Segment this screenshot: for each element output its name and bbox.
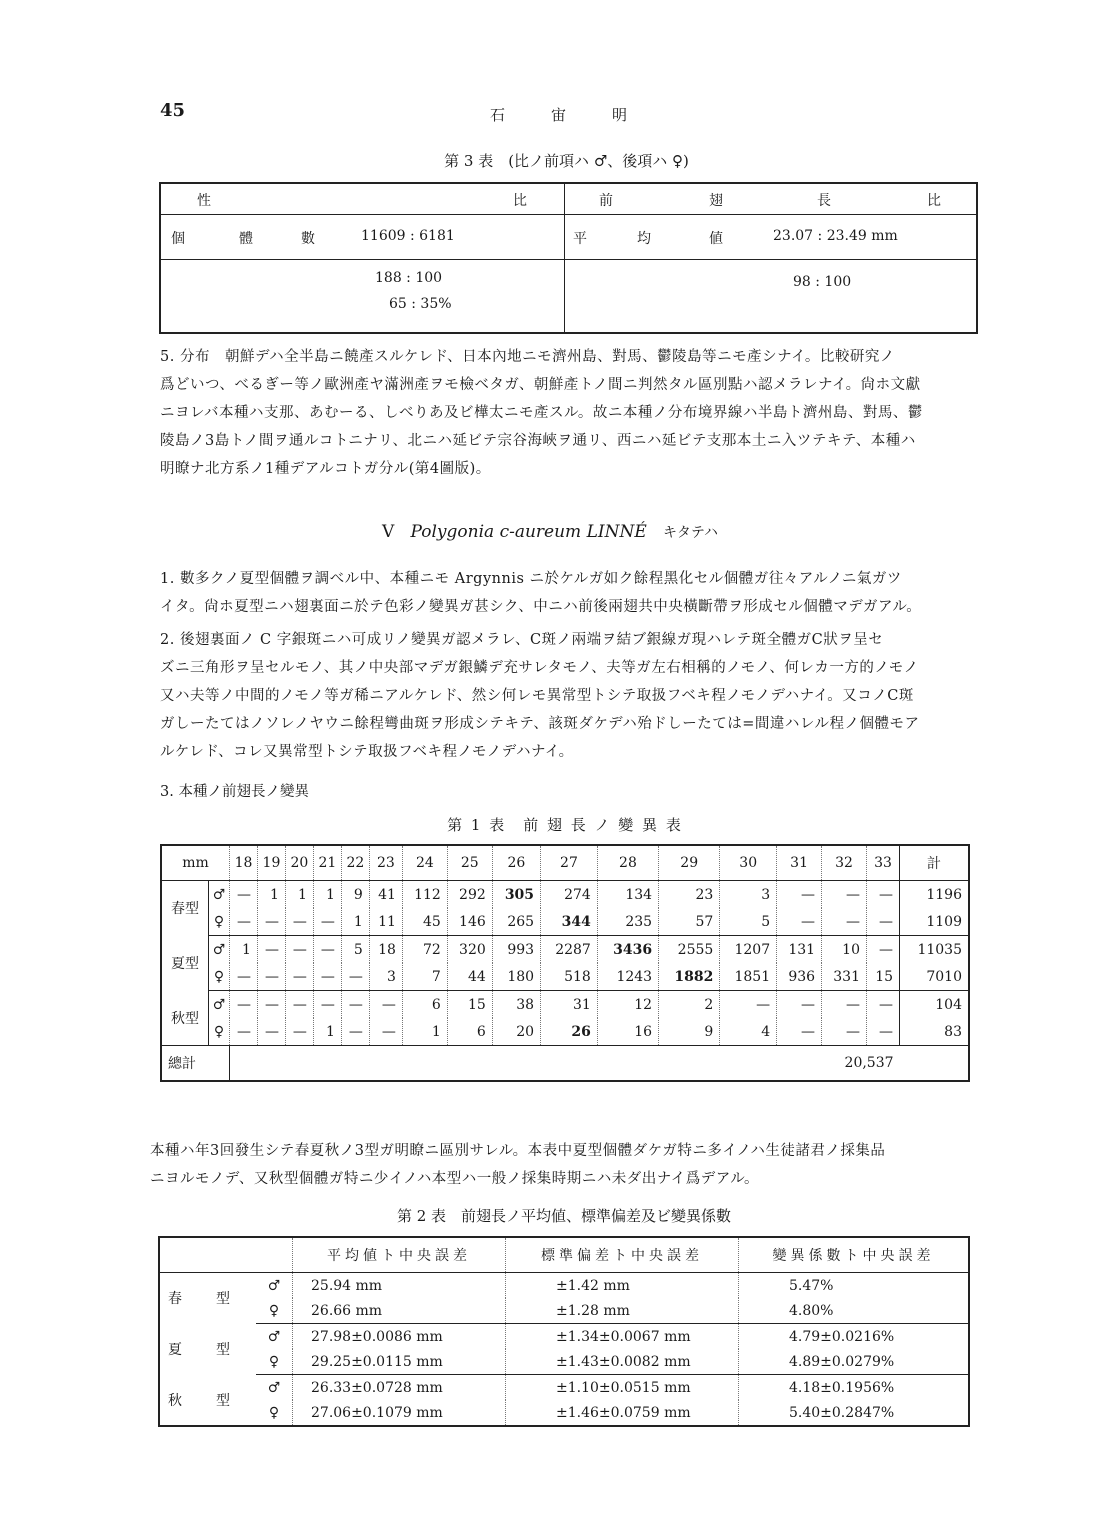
- table1-cell: 134: [597, 881, 658, 909]
- table2-cv: 4.18±0.1956%: [739, 1375, 970, 1401]
- table3-fw-title-2: 翅: [709, 193, 723, 209]
- table2-sex: ♀: [256, 1349, 293, 1375]
- paragraph-1: [160, 565, 990, 621]
- table1-header-cell: 19: [257, 845, 285, 881]
- table1-cell: 1: [402, 1018, 447, 1046]
- table1-row: [161, 881, 969, 909]
- table1-header-cell: 32: [822, 845, 867, 881]
- table1-cell: 3: [369, 963, 402, 991]
- table1-header-cell: 30: [720, 845, 777, 881]
- table1-cell: 1851: [720, 963, 777, 991]
- table3-count-value: 11609 : 6181: [361, 228, 455, 244]
- table1-cell: —: [866, 881, 899, 909]
- table1-sex: ♀: [209, 1018, 230, 1046]
- table1-row-total: 83: [900, 1018, 969, 1046]
- table1-cell: 1: [313, 1018, 341, 1046]
- table3-ratio-forewing: 98 : 100: [793, 274, 852, 290]
- table1-cell: 2: [659, 991, 720, 1019]
- table1-header-cell: 22: [341, 845, 369, 881]
- table1-cell: —: [777, 908, 822, 936]
- paragraph-after-table1: [150, 1137, 990, 1193]
- text-line: ズニ三角形ヲ呈セルモノ、其ノ中央部マデガ銀鱗デ充サレタモノ、夫等ガ左右相稱的ノモノ、何レカ一方的ノモノ: [160, 660, 919, 676]
- table1-cell: 180: [492, 963, 540, 991]
- table2-row: [159, 1400, 969, 1426]
- table1-cell: —: [257, 908, 285, 936]
- table1-header-cell: 27: [541, 845, 598, 881]
- table1-sex: ♂: [209, 881, 230, 909]
- table1-cell: 1207: [720, 936, 777, 964]
- table1-cell: 305: [492, 881, 540, 909]
- table1-header-row: [161, 845, 969, 881]
- table1-cell: 146: [447, 908, 492, 936]
- table1-cell: —: [777, 1018, 822, 1046]
- table2-sex: ♂: [267, 1379, 281, 1396]
- table1-cell: —: [866, 936, 899, 964]
- table1-cell: —: [341, 1018, 369, 1046]
- table2-header-cell: 平均値ト中央誤差: [293, 1237, 506, 1273]
- table1-cell: 9: [659, 1018, 720, 1046]
- table1-cell: 936: [777, 963, 822, 991]
- table1-cell: —: [720, 991, 777, 1019]
- table1-cell: —: [230, 1018, 258, 1046]
- table2-mean: 29.25±0.0115 mm: [293, 1349, 506, 1375]
- table1-cell: —: [341, 991, 369, 1019]
- table2-cv: 4.89±0.0279%: [739, 1349, 970, 1375]
- table1-cell: —: [285, 936, 313, 964]
- table1-header-cell: 23: [369, 845, 402, 881]
- table1-cell: —: [257, 963, 285, 991]
- text-line: ルケレド、コレ又異常型トシテ取扱フベキ程ノモノデハナイ。: [160, 744, 574, 760]
- table3-count-label-2: 體: [239, 231, 253, 247]
- table1-cell: 72: [402, 936, 447, 964]
- table1: [160, 844, 970, 1082]
- table1-cell: —: [866, 991, 899, 1019]
- table2-cv: 5.40±0.2847%: [739, 1400, 970, 1426]
- table1-season: 夏型: [171, 956, 199, 972]
- table2-cv: 4.79±0.0216%: [739, 1324, 970, 1350]
- table2-row: [159, 1273, 969, 1299]
- table1-grand-label: 總計: [161, 1046, 230, 1082]
- table1-cell: —: [341, 963, 369, 991]
- table2-header-cell: 標準偏差ト中央誤差: [506, 1237, 739, 1273]
- table1-cell: —: [257, 936, 285, 964]
- table1-cell: 1: [313, 881, 341, 909]
- table1-cell: —: [369, 991, 402, 1019]
- table3-fw-title-3: 長: [817, 193, 831, 209]
- table1-row-total: 7010: [900, 963, 969, 991]
- table1-cell: —: [230, 908, 258, 936]
- table2-sd: ±1.34±0.0067 mm: [506, 1324, 739, 1350]
- table2-header-cell: 變異係數ト中央誤差: [739, 1237, 970, 1273]
- table1-cell: —: [313, 936, 341, 964]
- table1-cell: 265: [492, 908, 540, 936]
- running-author: 石宙明: [490, 106, 674, 124]
- table1-cell: —: [230, 991, 258, 1019]
- table1-row: [161, 1018, 969, 1046]
- table2-cv: 5.47%: [739, 1273, 970, 1299]
- table2-sd: ±1.10±0.0515 mm: [506, 1375, 739, 1401]
- table1-cell: 5: [341, 936, 369, 964]
- section-jp-name: キタテハ: [662, 525, 718, 541]
- text-line: ニヨレバ本種ハ支那、あむーる、しべりあ及ビ樺太ニモ產スル。故ニ本種ノ分布境界線ハ半島ト濟州島、對馬、鬱: [160, 405, 923, 421]
- text-line: 陵島ノ3島トノ間ヲ通ルコトニナリ、北ニハ延ビテ宗谷海峽ヲ通リ、西ニハ延ビテ支那本土ニ入ツテキテ、本種ハ: [160, 433, 916, 449]
- table3-mean-label-1: 平: [573, 231, 587, 247]
- table1-cell: —: [822, 908, 867, 936]
- table1-cell: 344: [541, 908, 598, 936]
- table1-cell: 1243: [597, 963, 658, 991]
- table3-ratio-title: 比: [513, 193, 527, 209]
- table2-sex: ♀: [256, 1400, 293, 1426]
- table3-fw-title-1: 前: [599, 193, 613, 209]
- table1-cell: 3: [720, 881, 777, 909]
- table1-cell: —: [313, 908, 341, 936]
- table1-cell: 292: [447, 881, 492, 909]
- table1-caption: 第 1 表 前 翅 長 ノ 變 異 表: [447, 816, 683, 834]
- table1-cell: —: [822, 1018, 867, 1046]
- table2: [158, 1236, 970, 1427]
- text-line: 2. 後翅裏面ノ C 字銀斑ニハ可成リノ變異ガ認メラレ、C斑ノ兩端ヲ結ブ銀線ガ現ハレテ斑全體ガC狀ヲ呈セ: [160, 632, 884, 648]
- table1-cell: 31: [541, 991, 598, 1019]
- table1-sex: ♀: [209, 908, 230, 936]
- table1-cell: —: [285, 963, 313, 991]
- table2-sd: ±1.43±0.0082 mm: [506, 1349, 739, 1375]
- table1-cell: 10: [822, 936, 867, 964]
- table1-cell: 3436: [597, 936, 658, 964]
- table1-header-cell: 31: [777, 845, 822, 881]
- table3-count-label-1: 個: [171, 231, 185, 247]
- table3-mean-value: 23.07 : 23.49 mm: [773, 228, 898, 244]
- table1-cell: —: [257, 1018, 285, 1046]
- table2-row: [159, 1375, 969, 1401]
- table1-cell: 15: [447, 991, 492, 1019]
- table1-cell: 993: [492, 936, 540, 964]
- table1-cell: 9: [341, 881, 369, 909]
- text-line: 本種ハ年3回發生シテ春夏秋ノ3型ガ明瞭ニ區別サレル。本表中夏型個體ダケガ特ニ多イノハ生徒諸君ノ採集品: [150, 1143, 886, 1159]
- table1-header-cell: 24: [402, 845, 447, 881]
- table1-cell: 320: [447, 936, 492, 964]
- text-line: 1. 數多クノ夏型個體ヲ調べル中、本種ニモ Argynnis ニ於ケルガ如ク餘程黑化セル個體ガ往々アルノニ氣ガツ: [160, 571, 902, 587]
- text-line: 又ハ夫等ノ中間的ノモノ等ガ稀ニアルケレド、然シ何レモ異常型トシテ取扱フベキ程ノモノデハナイ。又コノC斑: [160, 688, 914, 704]
- table1-header-cell: 18: [230, 845, 258, 881]
- section-numeral: V: [382, 522, 395, 542]
- table3-caption: 第 3 表 (比ノ前項ハ ♂、後項ハ ♀): [444, 152, 689, 170]
- text-line: 明瞭ナ北方系ノ1種デアルコトガ分ル(第4圖版)。: [160, 461, 491, 477]
- table2-row: [159, 1349, 969, 1375]
- table1-season: 秋型: [171, 1010, 199, 1027]
- table1-cell: 12: [597, 991, 658, 1019]
- table2-sd: ±1.42 mm: [506, 1273, 739, 1299]
- table1-row-total: 104: [900, 991, 969, 1019]
- table1-cell: 2555: [659, 936, 720, 964]
- text-line: ニヨルモノデ、又秋型個體ガ特ニ少イノハ本型ハ一般ノ採集時期ニハ未ダ出ナイ爲デアル。: [150, 1171, 760, 1187]
- table1-cell: 2287: [541, 936, 598, 964]
- table1-grand-total: 20,537: [230, 1046, 900, 1082]
- table1-cell: 112: [402, 881, 447, 909]
- table1-sex: ♂: [209, 936, 230, 964]
- table1-header-cell: 26: [492, 845, 540, 881]
- table1-cell: 6: [447, 1018, 492, 1046]
- table1-cell: 1: [341, 908, 369, 936]
- table1-cell: 331: [822, 963, 867, 991]
- table1-cell: —: [230, 963, 258, 991]
- table1-cell: 1882: [659, 963, 720, 991]
- table1-row: [161, 991, 969, 1019]
- paragraph-2: [160, 626, 990, 766]
- text-line: ガしーたてはノソレノヤウニ餘程彎曲斑ヲ形成シテキテ、該斑ダケデハ殆ドしーたては=間違ハレル程ノ個體モア: [160, 716, 920, 732]
- table1-sex: ♂: [209, 991, 230, 1019]
- table1-cell: 57: [659, 908, 720, 936]
- table1-cell: 274: [541, 881, 598, 909]
- table1-cell: —: [257, 991, 285, 1019]
- table2-season: 夏 型: [168, 1342, 240, 1358]
- table1-cell: 1: [230, 936, 258, 964]
- table1-cell: 1: [285, 881, 313, 909]
- table1-cell: 4: [720, 1018, 777, 1046]
- table3-sex-title: 性: [197, 193, 211, 209]
- table1-cell: 131: [777, 936, 822, 964]
- table3-ratio-percent: 65 : 35%: [389, 296, 452, 312]
- table1-cell: 6: [402, 991, 447, 1019]
- table1-cell: —: [285, 908, 313, 936]
- table1-cell: —: [866, 1018, 899, 1046]
- table3-mean-label-2: 均: [637, 231, 651, 247]
- table1-cell: —: [777, 991, 822, 1019]
- table1-cell: —: [369, 1018, 402, 1046]
- table1-sex: ♀: [209, 963, 230, 991]
- table2-sex: ♂: [267, 1328, 281, 1345]
- table2-row: [159, 1324, 969, 1350]
- table1-cell: —: [285, 1018, 313, 1046]
- table3-mean-label-3: 値: [709, 231, 723, 247]
- table3-count-label-3: 數: [301, 231, 315, 247]
- table2-sd: ±1.28 mm: [506, 1298, 739, 1324]
- section-species: Polygonia c-aureum LINNÉ: [410, 522, 647, 542]
- table1-row: [161, 963, 969, 991]
- table1-header-cell: 25: [447, 845, 492, 881]
- table2-header-row: [159, 1237, 969, 1273]
- table2-mean: 27.06±0.1079 mm: [293, 1400, 506, 1426]
- table1-cell: 38: [492, 991, 540, 1019]
- table1-cell: 11: [369, 908, 402, 936]
- table1-cell: —: [822, 991, 867, 1019]
- table1-header-cell: mm: [161, 845, 230, 881]
- table1-header-cell: 20: [285, 845, 313, 881]
- table1-cell: 26: [541, 1018, 598, 1046]
- section-heading: [0, 522, 1100, 542]
- table1-header-cell: 29: [659, 845, 720, 881]
- table1-cell: 23: [659, 881, 720, 909]
- table2-season: 春 型: [168, 1291, 240, 1308]
- table1-row: [161, 908, 969, 936]
- table3-fw-title-4: 比: [927, 193, 941, 209]
- table1-header-cell: 28: [597, 845, 658, 881]
- table1-cell: 16: [597, 1018, 658, 1046]
- table1-row-total: 11035: [900, 936, 969, 964]
- table1-cell: 44: [447, 963, 492, 991]
- table1-row-total: 1109: [900, 908, 969, 936]
- table1-cell: 235: [597, 908, 658, 936]
- table1-header-cell: 21: [313, 845, 341, 881]
- table1-cell: —: [313, 963, 341, 991]
- table2-row: [159, 1298, 969, 1324]
- table2-mean: 27.98±0.0086 mm: [293, 1324, 506, 1350]
- page-number: 45: [160, 100, 186, 121]
- table1-grand-total-row: [161, 1046, 969, 1082]
- paragraph-distribution: [160, 343, 990, 483]
- table2-cv: 4.80%: [739, 1298, 970, 1324]
- table1-cell: 45: [402, 908, 447, 936]
- table2-season: 秋 型: [168, 1392, 240, 1409]
- table1-header-cell: 33: [866, 845, 899, 881]
- table2-mean: 25.94 mm: [293, 1273, 506, 1299]
- table1-cell: 41: [369, 881, 402, 909]
- table1-cell: —: [777, 881, 822, 909]
- table1-cell: 5: [720, 908, 777, 936]
- table1-cell: —: [822, 881, 867, 909]
- table3-ratio-count: 188 : 100: [375, 270, 443, 286]
- table2-sd: ±1.46±0.0759 mm: [506, 1400, 739, 1426]
- table1-cell: 18: [369, 936, 402, 964]
- table2-sex: ♂: [267, 1277, 281, 1294]
- table1-cell: 20: [492, 1018, 540, 1046]
- text-line: イタ。尙ホ夏型ニハ翅裏面ニ於テ色彩ノ變異ガ甚シク、中ニハ前後兩翅共中央橫斷帶ヲ形成セル個體マデガアル。: [160, 599, 922, 615]
- table1-cell: 518: [541, 963, 598, 991]
- table1-header-cell: 計: [900, 845, 969, 881]
- table1-cell: 7: [402, 963, 447, 991]
- text-line: 爲どいつ、べるぎー等ノ歐洲產ヤ滿洲產ヲモ檢ベタガ、朝鮮產トノ間ニ判然タル區別點ハ認メラレナイ。尙ホ文獻: [160, 377, 921, 393]
- paragraph-3: 3. 本種ノ前翅長ノ變異: [160, 784, 309, 800]
- table2-caption: 第 2 表 前翅長ノ平均値、標準偏差及ビ變異係數: [396, 1207, 732, 1225]
- table1-cell: 1: [257, 881, 285, 909]
- table1-cell: —: [230, 881, 258, 909]
- table1-row-total: 1196: [900, 881, 969, 909]
- text-line: 5. 分布 朝鮮デハ全半島ニ饒產スルケレド、日本內地ニモ濟州島、對馬、鬱陵島等ニモ產シナイ。比較研究ノ: [160, 349, 895, 365]
- table1-cell: —: [285, 991, 313, 1019]
- table1-season: 春型: [171, 901, 199, 918]
- table1-cell: 15: [866, 963, 899, 991]
- table1-cell: —: [313, 991, 341, 1019]
- table2-sex: ♀: [256, 1298, 293, 1324]
- table1-row: [161, 936, 969, 964]
- table2-mean: 26.33±0.0728 mm: [293, 1375, 506, 1401]
- table1-cell: —: [866, 908, 899, 936]
- table2-mean: 26.66 mm: [293, 1298, 506, 1324]
- table3: [159, 182, 978, 334]
